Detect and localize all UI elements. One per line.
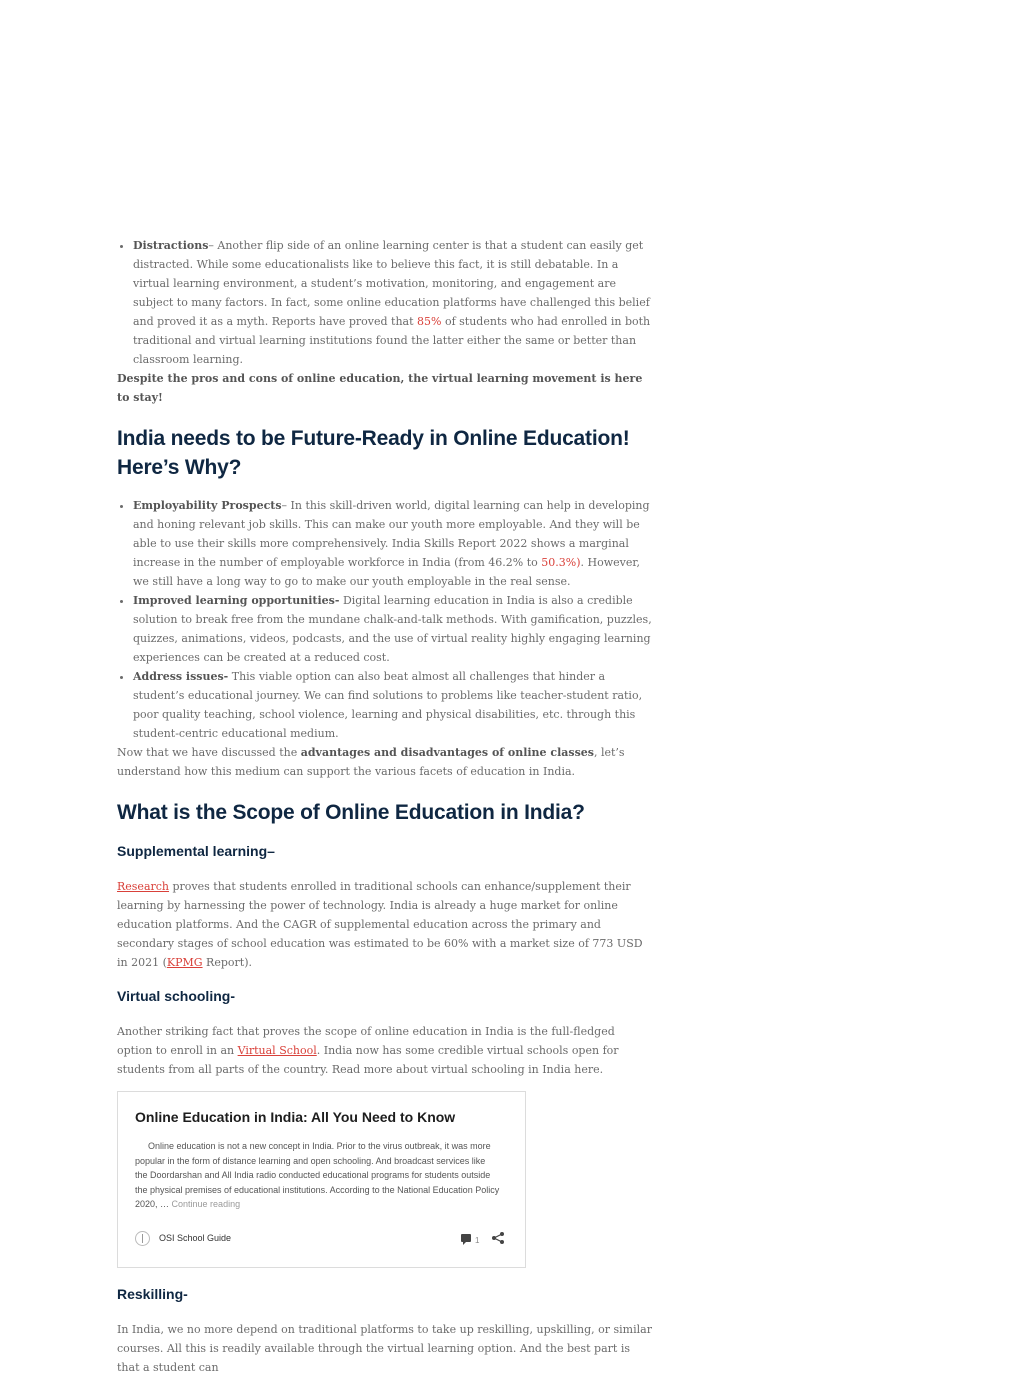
supplemental-paragraph: Research proves that students enrolled in traditional schools can enhance/supplement their learning by harnessing the power of technology. India is already a huge market for online education platforms. And the CAGR of supplemental education across the primary and secondary stages of school education was estimated to be 60% with a market size of 773 USD in 2021 (KPMG Report). <box>117 880 643 969</box>
list-item-text: – Another flip side of an online learning center is that a student can easily get distracted. While some educationalists like to believe this fact, it is still debatable. In a virtual learning environment, a student’s motivation, monitoring, and engagement are subject to many factors. In fact, some online education platforms have challenged this belief and proved it as a myth. Reports have proved that <box>133 239 650 328</box>
list-item-text: This viable option can also beat almost all challenges that hinder a student’s educational journey. We can find solutions to problems like teacher-student ratio, poor quality teaching, school violence, learning and physical disabilities, etc. through this student-centric educational medium. <box>133 670 643 740</box>
list-item-term: Improved learning opportunities- <box>133 594 340 607</box>
article-content <box>117 236 652 1377</box>
list-item-text: Digital learning education in India is also a credible solution to break free from the mundane chalk-and-talk methods. With gamification, puzzles, quizzes, animations, videos, podcasts, and the use of virtual reality highly engaging learning experiences can be created at a reduced cost. <box>133 594 652 664</box>
virtual-paragraph: Another striking fact that proves the scope of online education in India is the full-fledged option to enroll in an Virtual School. India now has some credible virtual schools open for students from all parts of the country. Read more about virtual schooling in India here. <box>117 1025 619 1076</box>
embed-card-title[interactable]: Online Education in India: All You Need to Know <box>135 1109 456 1125</box>
bold-phrase: advantages and disadvantages of online classes <box>300 746 594 759</box>
list-item <box>133 236 652 369</box>
embed-card-excerpt: Online education is not a new concept in India. Prior to the virus outbreak, it was more popular in the form of distance learning and open schooling. And broadcast services like the Doordarshan and All India radio conducted educational programs for students outside the physical premises of educational institutions. According to the National Education Policy 2020, … Continue reading <box>135 1141 500 1209</box>
list-item-text: . However, we still have a long way to go to make our youth employable in the real sense. <box>133 556 640 588</box>
kpmg-link[interactable]: KPMG <box>166 956 203 969</box>
embed-card-footer <box>135 1231 507 1249</box>
embed-card[interactable] <box>117 1091 526 1268</box>
list-item-text: of students who had enrolled in both traditional and virtual learning institutions found the latter either the same or better than classroom learning. <box>133 315 651 366</box>
list-item <box>133 496 652 591</box>
list-item-term: Address issues- <box>133 670 229 683</box>
list-item-term: Employability Prospects <box>133 499 282 512</box>
stat-highlight: 50.3%) <box>541 556 581 569</box>
list-item <box>133 667 652 743</box>
subsection-heading: Reskilling- <box>117 1286 188 1302</box>
reskilling-paragraph: In India, we no more depend on traditional platforms to take up reskilling, upskilling, or similar courses. All this is readily available through the virtual learning option. And the best part is that a student can <box>117 1323 652 1374</box>
stat-highlight: 85% <box>417 315 442 328</box>
cons-list <box>117 236 652 369</box>
comment-icon[interactable] <box>461 1234 471 1242</box>
list-item <box>133 591 652 667</box>
share-icon[interactable] <box>491 1231 505 1245</box>
site-name[interactable]: OSI School Guide <box>159 1233 232 1243</box>
subsection-heading: Virtual schooling- <box>117 988 235 1004</box>
section-heading: India needs to be Future-Ready in Online Education! Here’s Why? <box>117 427 630 479</box>
comment-count[interactable]: 1 <box>475 1236 480 1245</box>
reasons-list <box>117 496 652 743</box>
list-item-term: Distractions <box>133 239 209 252</box>
virtual-school-link[interactable]: Virtual School <box>237 1044 317 1057</box>
list-item-text: – In this skill-driven world, digital learning can help in developing and honing relevant job skills. This can make our youth more employable. And they will be able to use their skills more comprehensively. India Skills Report 2022 shows a marginal increase in the number of employable workforce in India (from 46.2% to <box>133 499 650 569</box>
conclusion-text: Despite the pros and cons of online education, the virtual learning movement is here to stay! <box>117 372 643 404</box>
transition-paragraph: Now that we have discussed the advantages and disadvantages of online classes, let’s understand how this medium can support the various facets of education in India. <box>117 746 625 778</box>
continue-reading-link[interactable]: Continue reading <box>171 1199 241 1209</box>
research-link[interactable]: Research <box>117 880 170 893</box>
subsection-heading: Supplemental learning– <box>117 843 275 859</box>
site-logo-icon <box>135 1231 150 1246</box>
section-heading: What is the Scope of Online Education in India? <box>117 801 585 824</box>
